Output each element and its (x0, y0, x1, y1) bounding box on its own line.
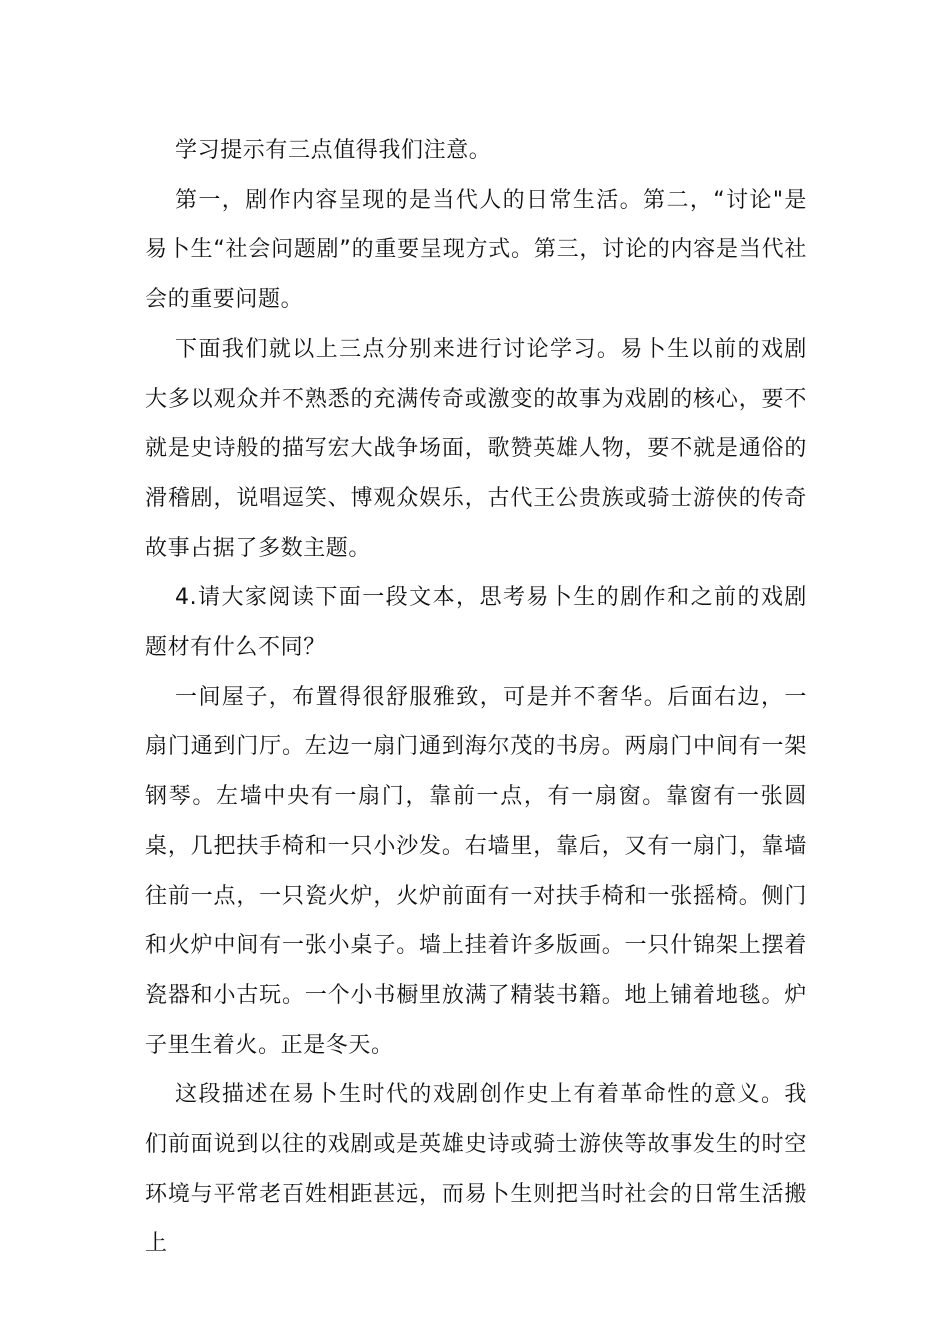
paragraph-drama-history: 下面我们就以上三点分别来进行讨论学习。易卜生以前的戏剧大多以观众并不熟悉的充满传奇或激变的故事为戏剧的核心，要不就是史诗般的描写宏大战争场面，歌赞英雄人物，要不就是通俗的滑稽剧，说唱逗笑、博观众娱乐，古代王公贵族或骑士游侠的传奇故事占据了多数主题。 (145, 336, 807, 561)
paragraph-three-points: 第一，剧作内容呈现的是当代人的日常生活。第二，“讨论"是易卜生“社会问题剧”的重要呈现方式。第三，讨论的内容是当代社会的重要问题。 (145, 187, 807, 313)
paragraph-study-tips: 学习提示有三点值得我们注意。 (175, 138, 492, 163)
paragraph-significance: 这段描述在易卜生时代的戏剧创作史上有着革命性的意义。我们前面说到以往的戏剧或是英雄史诗或骑士游侠等故事发生的时空环境与平常老百姓相距甚远，而易卜生则把当时社会的日常生活搬上 (145, 1082, 807, 1257)
paragraph-stage-description: 一间屋子，布置得很舒服雅致，可是并不奢华。后面右边，一扇门通到门厅。左边一扇门通到海尔茂的书房。两扇门中间有一架钢琴。左墙中央有一扇门，靠前一点，有一扇窗。靠窗有一张圆桌，几把扶手椅和一只小沙发。右墙里，靠后，又有一扇门，靠墙往前一点，一只瓷火炉，火炉前面有一对扶手椅和一张摇椅。侧门和火炉中间有一张小桌子。墙上挂着许多版画。一只什锦架上摆着瓷器和小古玩。一个小书橱里放满了精装书籍。地上铺着地毯。炉子里生着火。正是冬天。 (145, 684, 807, 1058)
body-text (145, 126, 807, 1269)
paragraph-question-4: 4.请大家阅读下面一段文本，思考易卜生的剧作和之前的戏剧题材有什么不同？ (145, 585, 807, 661)
